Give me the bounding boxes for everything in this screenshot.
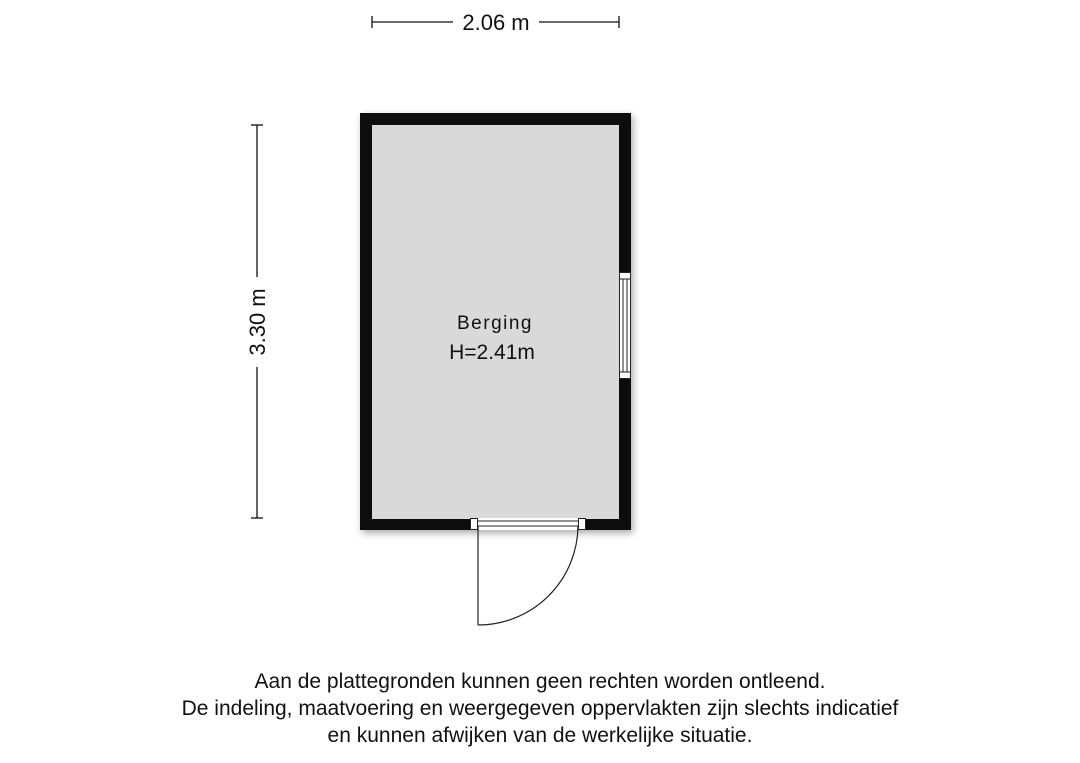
window-opening: [619, 272, 631, 379]
width-dimension-label: 2.06 m: [462, 10, 530, 35]
door: [470, 518, 586, 625]
door-jamb-left: [471, 519, 478, 530]
window: [619, 272, 631, 379]
room-height-label: H=2.41m: [449, 341, 535, 364]
room-name-label: Berging: [457, 313, 533, 334]
disclaimer-line-2: De indeling, maatvoering en weergegeven oppervlakten zijn slechts indicatief: [181, 697, 899, 720]
depth-dimension-label: 3.30 m: [245, 288, 270, 356]
disclaimer-line-3: en kunnen afwijken van de werkelijke situatie.: [327, 724, 753, 747]
door-jamb-right: [579, 519, 586, 530]
width-dimension: [372, 10, 619, 35]
door-opening: [470, 518, 586, 530]
door-swing-arc: [478, 526, 578, 625]
depth-dimension: [245, 125, 270, 518]
disclaimer: [0, 668, 1080, 749]
disclaimer-line-1: Aan de plattegronden kunnen geen rechten worden ontleend.: [254, 670, 826, 693]
